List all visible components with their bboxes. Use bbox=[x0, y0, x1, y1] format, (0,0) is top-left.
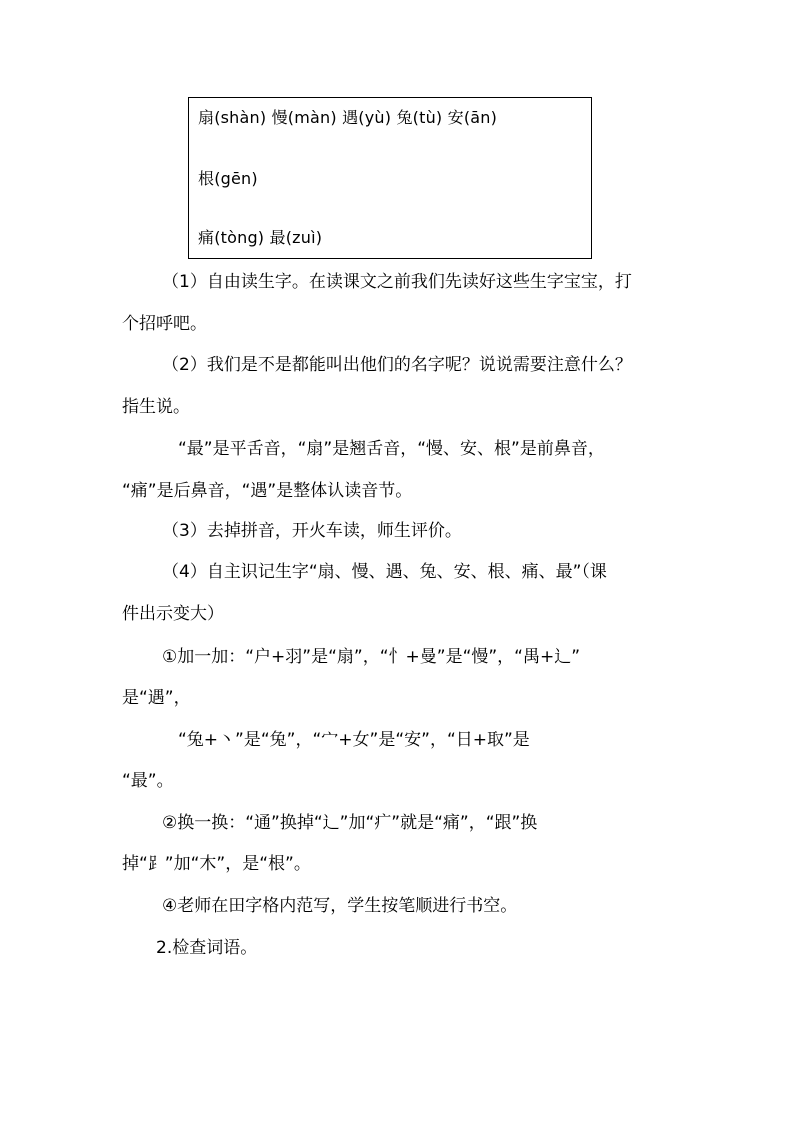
pinyin-table bbox=[188, 97, 592, 259]
paragraph-line: 掉“⻊”加“木”，是“根”。 bbox=[122, 854, 311, 874]
paragraph-line: ②换一换：“通”换掉“辶”加“疒”就是“痛”，“跟”换 bbox=[162, 813, 538, 833]
paragraph-line: “最”。 bbox=[122, 771, 174, 791]
paragraph-line: 个招呼吧。 bbox=[122, 314, 207, 334]
paragraph-line: ①加一加：“户+羽”是“扇”，“忄+曼”是“慢”，“禺+辶” bbox=[162, 647, 581, 667]
pinyin-row-2: 根(gēn) bbox=[198, 169, 258, 188]
paragraph-line: （2）我们是不是都能叫出他们的名字呢？说说需要注意什么？ bbox=[162, 355, 632, 375]
paragraph-line: ④老师在田字格内范写，学生按笔顺进行书空。 bbox=[162, 896, 518, 916]
pinyin-row-3: 痛(tòng) 最(zuì) bbox=[198, 228, 323, 247]
paragraph-line: “兔+丶”是“兔”，“宀+女”是“安”，“日+取”是 bbox=[178, 730, 530, 750]
paragraph-line: 是“遇”， bbox=[122, 688, 191, 708]
paragraph-line: 2.检查词语。 bbox=[156, 938, 258, 958]
paragraph-line: 指生说。 bbox=[122, 397, 190, 417]
pinyin-row-1: 扇(shàn) 慢(màn) 遇(yù) 兔(tù) 安(ān) bbox=[198, 108, 498, 127]
paragraph-line: “痛”是后鼻音，“遇”是整体认读音节。 bbox=[122, 481, 413, 501]
paragraph-line: “最”是平舌音，“扇”是翘舌音，“慢、安、根”是前鼻音， bbox=[178, 439, 605, 459]
paragraph-line: （3）去掉拼音，开火车读，师生评价。 bbox=[162, 521, 462, 541]
paragraph-line: （1）自由读生字。在读课文之前我们先读好这些生字宝宝，打 bbox=[162, 272, 632, 292]
paragraph-line: （4）自主识记生字“扇、慢、遇、兔、安、根、痛、最”（课 bbox=[162, 562, 607, 582]
paragraph-line: 件出示变大） bbox=[122, 604, 224, 624]
